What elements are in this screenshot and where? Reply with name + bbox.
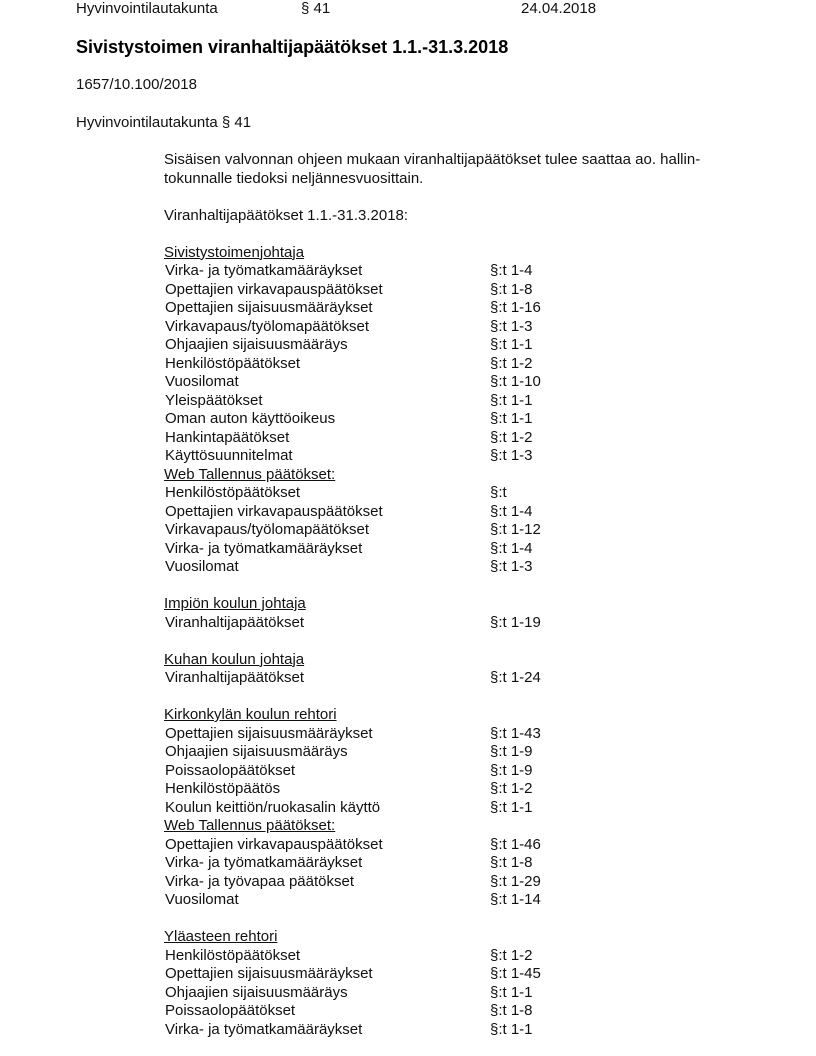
list-item <box>164 336 764 355</box>
item-label: Opettajien virkavapauspäätökset <box>165 835 383 853</box>
item-label: Opettajien virkavapauspäätökset <box>165 280 383 298</box>
item-paragraph-range: §:t 1-1 <box>490 410 533 427</box>
list-item <box>164 281 764 300</box>
item-label: Opettajien virkavapauspäätökset <box>165 502 383 520</box>
item-paragraph-range: §:t 1-16 <box>490 299 541 316</box>
item-paragraph-range: §:t 1-2 <box>490 946 533 964</box>
list-item <box>164 355 764 374</box>
blank-line <box>164 688 764 707</box>
list-item <box>164 1002 764 1021</box>
item-label: Viranhaltijapäätökset <box>165 613 304 631</box>
item-label: Poissaolopäätökset <box>165 1002 296 1019</box>
item-paragraph-range: §:t 1-4 <box>490 262 533 279</box>
header-organization: Hyvinvointilautakunta <box>76 0 218 17</box>
list-item <box>164 392 764 411</box>
item-paragraph-range: §:t 1-14 <box>490 891 541 908</box>
item-label: Vuosilomat <box>165 891 239 908</box>
item-paragraph-range: §:t 1-43 <box>490 724 541 742</box>
item-paragraph-range: §:t 1-9 <box>490 743 533 760</box>
item-paragraph-range: §:t 1-12 <box>490 521 541 538</box>
blank-line <box>164 632 764 651</box>
item-label: Ohjaajien sijaisuusmääräys <box>165 336 348 353</box>
item-label: Virkavapaus/työlomapäätökset <box>165 317 370 335</box>
section-heading: Yläasteen rehtori <box>164 928 278 945</box>
item-label: Ohjaajien sijaisuusmääräys <box>165 743 348 760</box>
blank-line <box>164 910 764 929</box>
item-label: Virka- ja työvapaa päätökset <box>165 872 355 890</box>
list-item <box>164 410 764 429</box>
item-label: Viranhaltijapäätökset <box>165 669 304 686</box>
item-paragraph-range: §:t 1-19 <box>490 613 541 631</box>
item-paragraph-range: §:t 1-46 <box>490 835 541 853</box>
item-label: Koulun keittiön/ruokasalin käyttö <box>165 798 381 816</box>
list-item <box>164 780 764 799</box>
list-item <box>164 1021 764 1040</box>
list-item <box>164 484 764 503</box>
list-item <box>164 429 764 448</box>
list-item <box>164 669 764 688</box>
item-paragraph-range: §:t 1-10 <box>490 373 541 390</box>
item-label: Henkilöstöpäätös <box>165 780 281 797</box>
list-item <box>164 318 764 337</box>
item-label: Virkavapaus/työlomapäätökset <box>165 521 370 538</box>
item-label: Opettajien sijaisuusmääräykset <box>165 724 373 742</box>
list-item <box>164 558 764 577</box>
list-item <box>164 965 764 984</box>
section-heading: Kirkonkylän koulun rehtori <box>164 706 337 723</box>
blank-line <box>164 188 764 207</box>
item-paragraph-range: §:t 1-1 <box>490 983 533 1001</box>
list-item <box>164 540 764 559</box>
section-heading: Kuhan koulun johtaja <box>164 650 305 668</box>
list-item <box>164 762 764 781</box>
list-item <box>164 262 764 281</box>
item-label: Virka- ja työmatkamääräykset <box>165 539 363 557</box>
item-label: Ohjaajien sijaisuusmääräys <box>165 983 348 1001</box>
list-item <box>164 299 764 318</box>
list-item <box>164 836 764 855</box>
list-item <box>164 873 764 892</box>
intro-text: tokunnalle tiedoksi neljännesvuosittain. <box>164 169 424 187</box>
item-label: Vuosilomat <box>165 558 239 575</box>
item-paragraph-range: §:t 1-9 <box>490 761 533 779</box>
document-number: 1657/10.100/2018 <box>76 76 197 93</box>
item-paragraph-range: §:t 1-3 <box>490 558 533 575</box>
item-paragraph-range: §:t 1-1 <box>490 1020 533 1038</box>
item-paragraph-range: §:t 1-1 <box>490 391 533 409</box>
list-item <box>164 984 764 1003</box>
item-label: Virka- ja työmatkamääräykset <box>165 262 363 279</box>
item-label: Yleispäätökset <box>165 391 263 409</box>
item-paragraph-range: §:t 1-2 <box>490 428 533 446</box>
list-item <box>164 743 764 762</box>
section-heading: Impiön koulun johtaja <box>164 595 306 612</box>
item-paragraph-range: §:t 1-2 <box>490 354 533 372</box>
item-label: Hankintapäätökset <box>165 428 290 446</box>
item-label: Opettajien sijaisuusmääräykset <box>165 965 373 982</box>
item-paragraph-range: §:t 1-8 <box>490 854 533 871</box>
item-label: Poissaolopäätökset <box>165 761 296 779</box>
list-item <box>164 891 764 910</box>
item-paragraph-range: §:t 1-3 <box>490 447 533 464</box>
blank-line <box>164 577 764 596</box>
item-paragraph-range: §:t 1-1 <box>490 798 533 816</box>
group-subheading: Web Tallennus päätökset: <box>164 817 336 834</box>
item-paragraph-range: §:t 1-29 <box>490 872 541 890</box>
document-title: Sivistystoimen viranhaltijapäätökset 1.1.-31.3.2018 <box>76 37 509 57</box>
item-label: Vuosilomat <box>165 373 239 390</box>
board-reference: Hyvinvointilautakunta § 41 <box>76 114 252 131</box>
item-paragraph-range: §:t 1-8 <box>490 280 533 298</box>
item-paragraph-range: §:t 1-2 <box>490 780 533 797</box>
list-item <box>164 503 764 522</box>
item-label: Käyttösuunnitelmat <box>165 447 293 464</box>
item-label: Henkilöstöpäätökset <box>165 484 301 501</box>
list-item <box>164 947 764 966</box>
item-paragraph-range: §:t 1-45 <box>490 965 541 982</box>
list-item <box>164 854 764 873</box>
item-paragraph-range: §:t 1-1 <box>490 336 533 353</box>
item-paragraph-range: §:t 1-4 <box>490 539 533 557</box>
list-item <box>164 614 764 633</box>
header-section: § 41 <box>301 0 331 17</box>
item-paragraph-range: §:t 1-8 <box>490 1002 533 1019</box>
item-label: Henkilöstöpäätökset <box>165 946 301 964</box>
blank-line <box>164 225 764 244</box>
item-label: Virka- ja työmatkamääräykset <box>165 854 363 871</box>
document-body <box>164 151 764 1039</box>
item-paragraph-range: §:t <box>490 484 507 501</box>
item-label: Opettajien sijaisuusmääräykset <box>165 299 373 316</box>
item-paragraph-range: §:t 1-24 <box>490 669 541 686</box>
item-label: Virka- ja työmatkamääräykset <box>165 1020 363 1038</box>
list-item <box>164 373 764 392</box>
header-date: 24.04.2018 <box>521 0 597 17</box>
intro-text: Sisäisen valvonnan ohjeen mukaan viranhaltijapäätökset tulee saattaa ao. hallin- <box>164 151 701 168</box>
section-heading: Sivistystoimenjohtaja <box>164 243 305 261</box>
list-title: Viranhaltijapäätökset 1.1.-31.3.2018: <box>164 206 409 224</box>
group-subheading: Web Tallennus päätökset: <box>164 465 336 483</box>
list-item <box>164 447 764 466</box>
list-item <box>164 799 764 818</box>
item-label: Henkilöstöpäätökset <box>165 354 301 372</box>
item-paragraph-range: §:t 1-4 <box>490 502 533 520</box>
item-label: Oman auton käyttöoikeus <box>165 410 336 427</box>
list-item <box>164 521 764 540</box>
list-item <box>164 725 764 744</box>
item-paragraph-range: §:t 1-3 <box>490 317 533 335</box>
